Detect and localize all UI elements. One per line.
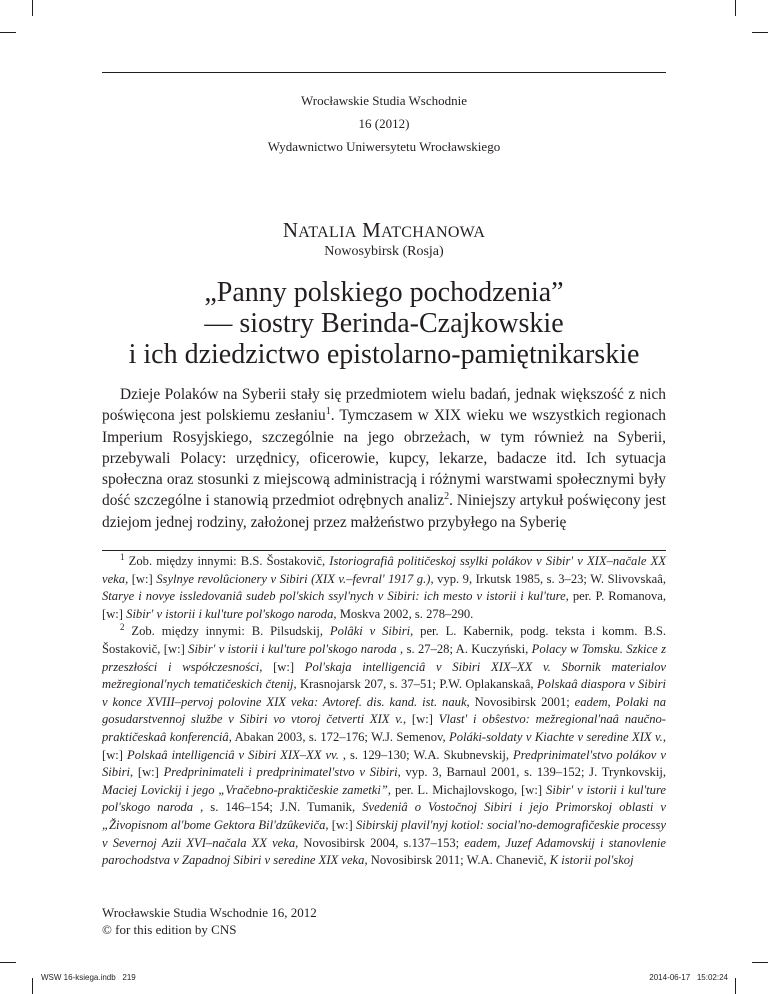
journal-header xyxy=(102,89,666,158)
footnote-2: $^2$ Zob. między innymi: B. Pilsudskij, Polâki v Sibiri, per. L. Kabernik, podg. teksta i komm. B.S. Šostakovič, [w:] Sibir' v istorii i kul'ture pol'skogo naroda , s. 27–28; A. Kuczyński, Polacy w Tomsku. Szkice z przeszłości i współczesności, [w:] Pol'skaja intelligenciâ v Sibiri XIX–XX v. Sbornik materialov mežregional'nych tematičeskich čtenij, Krasnojarsk 207, s. 37–51; P.W. Oplakanskaâ, Polskaâ diaspora v Sibiri v konce XVIII–pervoj polovine XIX veka: Avtoref. dis. kand. ist. nauk, Novosibirsk 2001; eadem, Polaki na gosudarstvennoj službe v Sibiri vo vtoroj četverti XIX v., [w:] Vlast' i obŝestvo: mežregional'naâ naučno-praktičeskaâ konferenciâ, Abakan 2003, s. 172–176; W.J. Semenov, Poláki-soldaty v Kiachte v seredine XIX v., [w:] Polskaâ intelligenciâ v Sibiri XIX–XX vv. , s. 129–130; W.A. Skubnevskij, Predprinimatel'stvo polákov v Sibiri, [w:] Predprinimateli i predprinimatel'stvo v Sibiri, vyp. 3, Barnaul 2001, s. 139–152; J. Trynkovskij, Maciej Lovickij i jego „Vračebno-praktičeskie zametki”, per. L. Michajlovskogo, [w:] Sibir' v istorii i kul'ture pol'skogo naroda , s. 146–154; J.N. Tumanik, Svedeniâ o Vostočnoj Sibiri i jejo Primorskoj oblasti v „Živopisnom al'bome Gektora Bil'dzûkeviča, [w:] Sibirskij plavil'nyj kotiol: social'no-demografičeskie processy v Severnoj Azii XVI–načala XX veka, Novosibirsk 2004, s.137–153; eadem, Juzef Adamovskij i stanovlenie parochodstva v Zapadnoj Sibiri v seredine XIX veka, Novosibirsk 2011; W.A. Chanevič, K istorii pol'skoj xyxy=(102,622,667,868)
crop-mark xyxy=(735,0,736,16)
print-slug-timestamp: 2014-06-17 15:02:24 xyxy=(649,973,728,982)
crop-mark xyxy=(32,0,33,16)
crop-mark xyxy=(32,978,33,994)
crop-mark xyxy=(0,32,16,33)
footnotes xyxy=(102,553,666,870)
journal-name: Wrocławskie Studia Wschodnie xyxy=(300,93,468,108)
crop-mark xyxy=(752,32,768,33)
author-name: NATALIA MATCHANOWA xyxy=(282,218,486,242)
article-title xyxy=(80,277,688,370)
header-rule xyxy=(102,72,666,73)
crop-mark xyxy=(752,962,768,963)
footnote-ref[interactable]: 2 xyxy=(444,491,450,503)
footnote-ref[interactable]: 1 xyxy=(325,406,331,418)
title-line: — siostry Berinda-Czajkowskie xyxy=(204,308,564,339)
publisher: Wydawnictwo Uniwersytetu Wrocławskiego xyxy=(267,139,501,154)
imprint-journal: Wrocławskie Studia Wschodnie 16, 2012 xyxy=(102,905,317,920)
title-line: i ich dziedzictwo epistolarno-pamiętnikarskie xyxy=(128,339,640,370)
imprint xyxy=(102,904,317,938)
journal-volume: 16 (2012) xyxy=(358,116,410,131)
body-paragraph: Dzieje Polaków na Syberii stały się przedmiotem wielu badań, jednak większość z nich poświęcona jest polskiemu zesłaniu$^1$. Tymczasem w XIX wieku we wszystkich regionach Imperium Rosyjskiego, szczególnie na jego obrzeżach, w tym również na Syberii, przebywali Polacy: urzędnicy, oficerowie, kupcy, lekarze, badacze itd. Ich sytuacja społeczna oraz stosunki z miejscową administracją i różnymi warstwami społecznymi były dość szczególne i stanowią przedmiot odrębnych analiz$^2$. Niniejszy artykuł poświęcony jest dziejom jednej rodziny, założonej przez małżeństwo przybyłego na Syberię xyxy=(102,386,666,531)
footnote-rule xyxy=(102,550,666,551)
author-affiliation: Nowosybirsk (Rosja) xyxy=(324,244,444,259)
imprint-copyright: © for this edition by CNS xyxy=(102,922,237,937)
title-line: „Panny polskiego pochodzenia” xyxy=(204,277,564,308)
print-slug-file: WSW 16-ksiega.indb 219 xyxy=(41,973,136,982)
crop-mark xyxy=(735,978,736,994)
footnote-1: $^1$ Zob. między innymi: B.S. Šostakovič, Istoriografiâ političeskoj ssylki polákov v Sibir' v XIX–načale XX veka, [w:] Ssylnye revolûcionery v Sibiri (XIX v.–fevral' 1917 g.), vyp. 9, Irkutsk 1985, s. 3–23; W. Slivovskaâ, Staryе i novye issledovaniâ sudeb pol'skich ssyl'nych v Sibiri: ich mesto v istorii i kul'ture, per. P. Romanova, [w:] Sibir' v istorii i kul'ture pol'skogo naroda, Moskva 2002, s. 278–290. xyxy=(102,551,667,621)
crop-mark xyxy=(0,962,16,963)
